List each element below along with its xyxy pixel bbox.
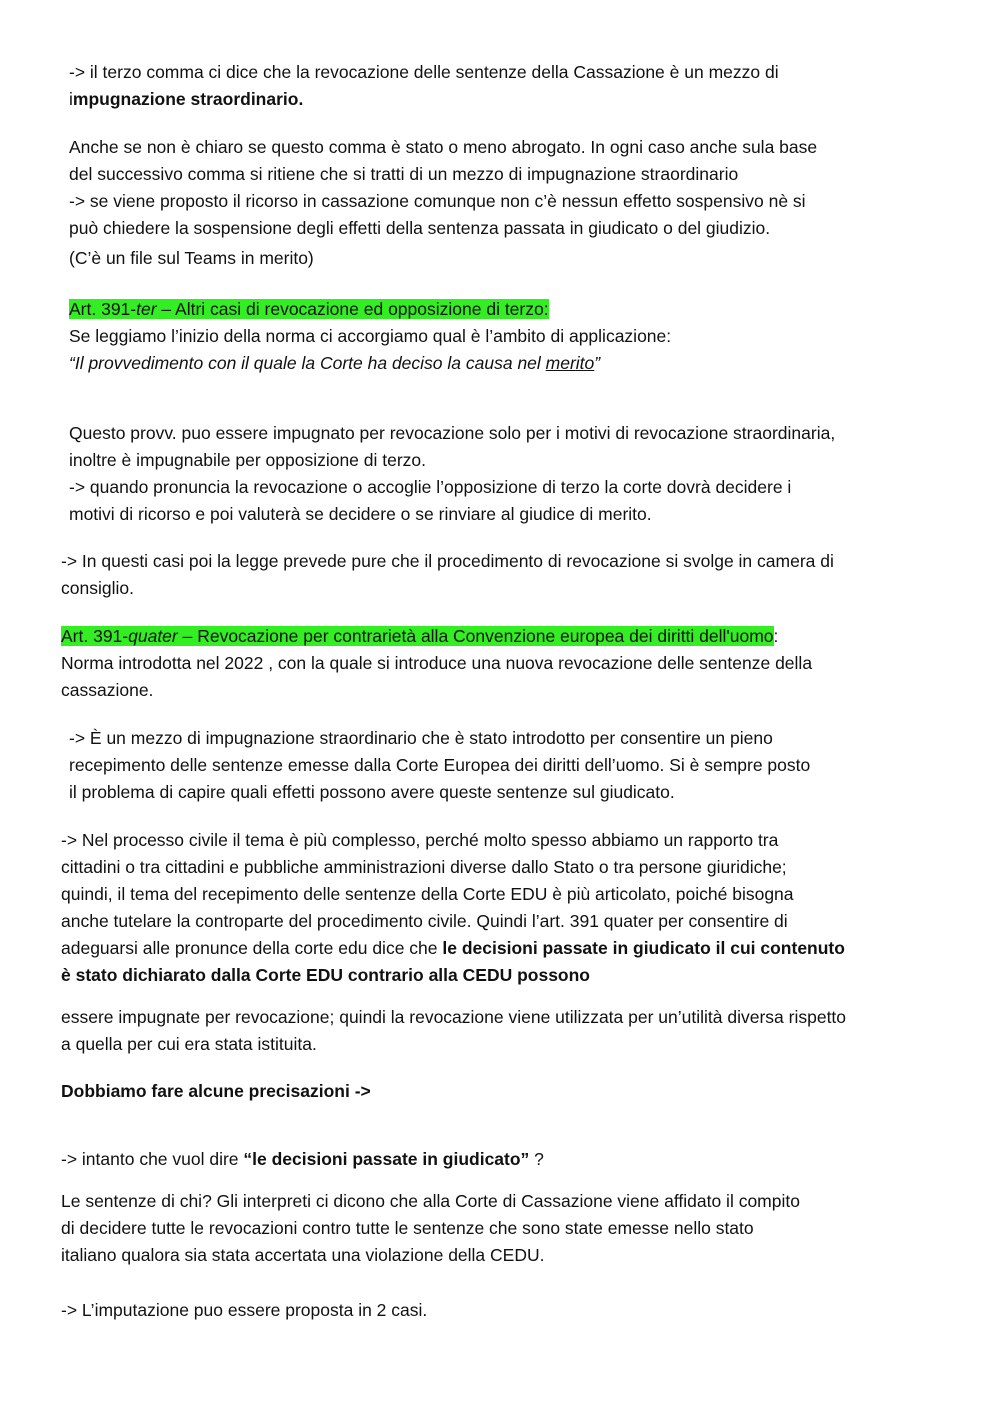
paragraph-precisazioni [61, 1078, 905, 1105]
paragraph-provvedimento [69, 420, 905, 528]
paragraph-impugnate-revocazione [61, 1004, 905, 1058]
underlined-word: merito [545, 353, 595, 373]
paragraph-mezzo-straordinario [69, 725, 885, 806]
bold-text: è stato dichiarato dalla Corte EDU contrario alla CEDU possono [61, 965, 590, 985]
bold-text: le decisioni passate in giudicato il cui contenuto [442, 938, 845, 958]
text-line: recepimento delle sentenze emesse dalla Corte Europea dei diritti dell’uomo. Si è sempre posto [69, 755, 811, 775]
text-line: -> quando pronuncia la revocazione o accoglie l’opposizione di terzo la corte dovrà decidere i [69, 477, 792, 497]
text-line: cassazione. [61, 680, 154, 700]
paragraph-camera-di-consiglio [61, 548, 905, 602]
text-line: -> È un mezzo di impugnazione straordinario che è stato introdotto per consentire un pieno [69, 728, 773, 748]
section-art-391-ter [69, 296, 905, 377]
paragraph-sentenze-di-chi [61, 1188, 857, 1269]
text-line: Questo provv. puo essere impugnato per revocazione solo per i motivi di revocazione straordinaria, [69, 423, 836, 443]
paragraph-imputazione [61, 1297, 905, 1324]
text-line: -> In questi casi poi la legge prevede pure che il procedimento di revocazione si svolge in camera di [61, 551, 834, 571]
text-line: cittadini o tra cittadini e pubbliche amministrazioni diverse dallo Stato o tra persone giuridiche; [61, 857, 787, 877]
text-line: (C’è un file sul Teams in merito) [69, 248, 314, 268]
text-line: a quella per cui era stata istituita. [61, 1034, 317, 1054]
text-line: del successivo comma si ritiene che si tratti di un mezzo di impugnazione straordinario [69, 164, 739, 184]
text-line: può chiedere la sospensione degli effetti della sentenza passata in giudicato o del giudizio. [69, 218, 771, 238]
text-line: -> L’imputazione puo essere proposta in 2 casi. [61, 1300, 428, 1320]
text-line: Le sentenze di chi? Gli interpreti ci dicono che alla Corte di Cassazione viene affidato il compito [61, 1191, 800, 1211]
text-line: il problema di capire quali effetti possono avere queste sentenze sul giudicato. [69, 782, 675, 802]
paragraph-processo-civile [61, 827, 905, 989]
text-line: quindi, il tema del recepimento delle sentenze della Corte EDU è più articolato, poiché bisogna [61, 884, 794, 904]
text-line: motivi di ricorso e poi valuterà se decidere o se rinviare al giudice di merito. [69, 504, 652, 524]
paragraph-decisioni-passate [61, 1146, 905, 1173]
text-line: di decidere tutte le revocazioni contro tutte le sentenze che sono state emesse nello stato [61, 1218, 754, 1238]
text-line: essere impugnate per revocazione; quindi la revocazione viene utilizzata per un’utilità diversa rispetto [61, 1007, 847, 1027]
text-line: -> il terzo comma ci dice che la revocazione delle sentenze della Cassazione è un mezzo di [69, 62, 779, 82]
text-line: Anche se non è chiaro se questo comma è stato o meno abrogato. In ogni caso anche sula base [69, 137, 818, 157]
text-line: anche tutelare la controparte del procedimento civile. Quindi l’art. 391 quater per consentire di [61, 911, 788, 931]
text-line: -> se viene proposto il ricorso in cassazione comunque non c’è nessun effetto sospensivo nè si [69, 191, 806, 211]
text-line: italiano qualora sia stata accertata una violazione della CEDU. [61, 1245, 545, 1265]
text-line: Norma introdotta nel 2022 , con la quale si introduce una nuova revocazione delle sentenze della [61, 653, 813, 673]
text-line: i [69, 89, 73, 109]
paragraph-terzo-comma [69, 59, 905, 113]
text-line: adeguarsi alle pronunce della corte edu dice che le decisioni passate in giudicato il cui contenuto [61, 938, 845, 958]
text-line: Se leggiamo l’inizio della norma ci accorgiamo qual è l’ambito di applicazione: [69, 326, 672, 346]
paragraph-abrogazione [69, 134, 905, 272]
bold-heading: Dobbiamo fare alcune precisazioni -> [61, 1081, 371, 1101]
text-line: -> Nel processo civile il tema è più complesso, perché molto spesso abbiamo un rapporto tra [61, 830, 779, 850]
bold-text: mpugnazione straordinario. [72, 89, 304, 109]
section-heading: Art. 391-ter – Altri casi di revocazione ed opposizione di terzo: [69, 299, 549, 319]
text-line: inoltre è impugnabile per opposizione di terzo. [69, 450, 427, 470]
text-line: consiglio. [61, 578, 134, 598]
section-heading: Art. 391-quater – Revocazione per contrarietà alla Convenzione europea dei diritti dell'uomo: [61, 626, 779, 646]
quote-line: “Il provvedimento con il quale la Corte ha deciso la causa nel merito” [69, 353, 601, 373]
bold-text: “le decisioni passate in giudicato” [243, 1149, 530, 1169]
section-art-391-quater [61, 623, 905, 704]
text-line: -> intanto che vuol dire “le decisioni passate in giudicato” ? [61, 1149, 544, 1169]
